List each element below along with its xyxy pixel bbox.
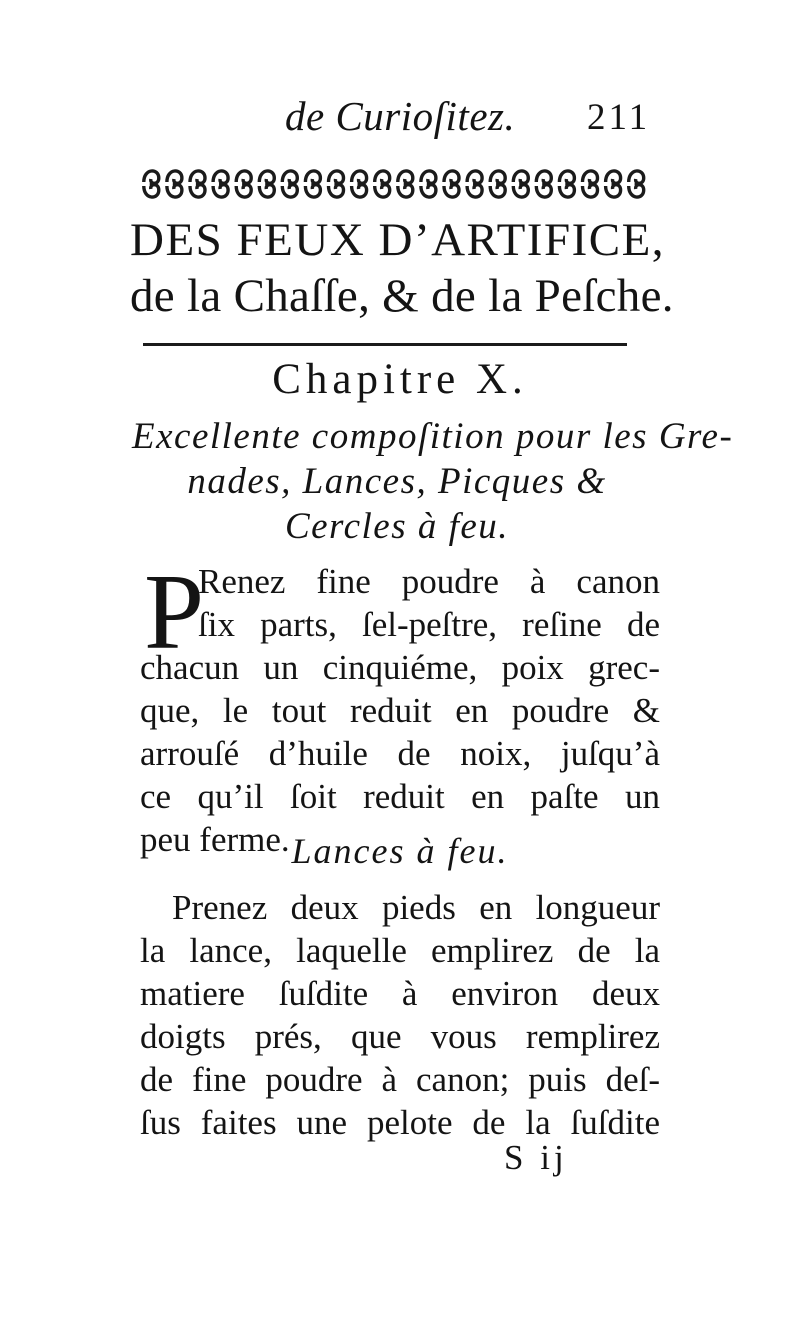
paragraph-1 <box>140 553 660 861</box>
running-head <box>140 92 660 152</box>
fleuron-unit <box>167 171 182 197</box>
text-line: chacun un cinquiéme, poix grec- <box>140 648 660 687</box>
signature-mark: S ij <box>504 1138 568 1177</box>
fleuron-unit <box>559 171 574 197</box>
paragraph-2 <box>140 886 660 1144</box>
fleuron-unit <box>329 171 344 197</box>
running-title: de Curioſitez. <box>285 93 516 139</box>
section-title <box>130 212 674 324</box>
fleuron-unit <box>352 171 367 197</box>
fleuron-unit <box>398 171 413 197</box>
chapter-subtitle <box>132 414 734 549</box>
fleuron-unit <box>282 171 297 197</box>
fleuron-unit <box>144 171 159 197</box>
fleuron-unit <box>467 171 482 197</box>
fleuron-unit <box>490 171 505 197</box>
text-line: ce qu’il ſoit reduit en paſte un <box>140 777 660 816</box>
page-number: 211 <box>587 97 651 138</box>
text-line: doigts prés, que vous remplirez <box>140 1017 660 1056</box>
subheading: Lances à feu. <box>291 831 509 871</box>
fleuron-unit <box>190 171 205 197</box>
fleuron-unit <box>629 171 644 197</box>
text-line: peu ferme. <box>140 820 290 859</box>
fleuron-unit <box>236 171 251 197</box>
chapter-subtitle-line: Excellente compoſition pour les Gre- <box>132 416 734 457</box>
fleuron-unit <box>213 171 228 197</box>
fleuron-unit <box>259 171 274 197</box>
chapter-heading: Chapitre X. <box>272 356 528 403</box>
fleuron-unit <box>583 171 598 197</box>
fleuron-unit <box>375 171 390 197</box>
fleuron-unit <box>421 171 436 197</box>
text-line: matiere ſuſdite à environ deux <box>140 974 660 1013</box>
section-title-line-1: DES FEUX D’ARTIFICE, <box>130 214 666 266</box>
text-line: Renez fine poudre à canon <box>198 562 660 601</box>
fleuron-unit <box>513 171 528 197</box>
text-line: Prenez deux pieds en longueur <box>172 888 660 927</box>
drop-cap: P <box>144 553 205 672</box>
text-line: la lance, laquelle emplirez de la <box>140 931 660 970</box>
fleuron-unit <box>606 171 621 197</box>
chapter-subtitle-line: nades, Lances, Picques & <box>187 461 607 502</box>
fleuron-band-icon <box>140 158 648 210</box>
horizontal-rule <box>143 343 627 346</box>
text-line: ſus faites une pelote de la ſuſdite <box>140 1103 660 1142</box>
chapter-subtitle-line: Cercles à feu. <box>284 506 510 547</box>
text-line: de fine poudre à canon; puis deſ- <box>140 1060 660 1099</box>
text-line: arrouſé d’huile de noix, juſqu’à <box>140 734 660 773</box>
fleuron-unit <box>444 171 459 197</box>
text-line: ſix parts, ſel-peſtre, reſine de <box>198 605 660 644</box>
text-line: que, le tout reduit en poudre & <box>140 691 660 730</box>
fleuron-unit <box>305 171 320 197</box>
fleuron-unit <box>536 171 551 197</box>
section-title-line-2: de la Chaſſe, & de la Peſche. <box>130 270 674 322</box>
